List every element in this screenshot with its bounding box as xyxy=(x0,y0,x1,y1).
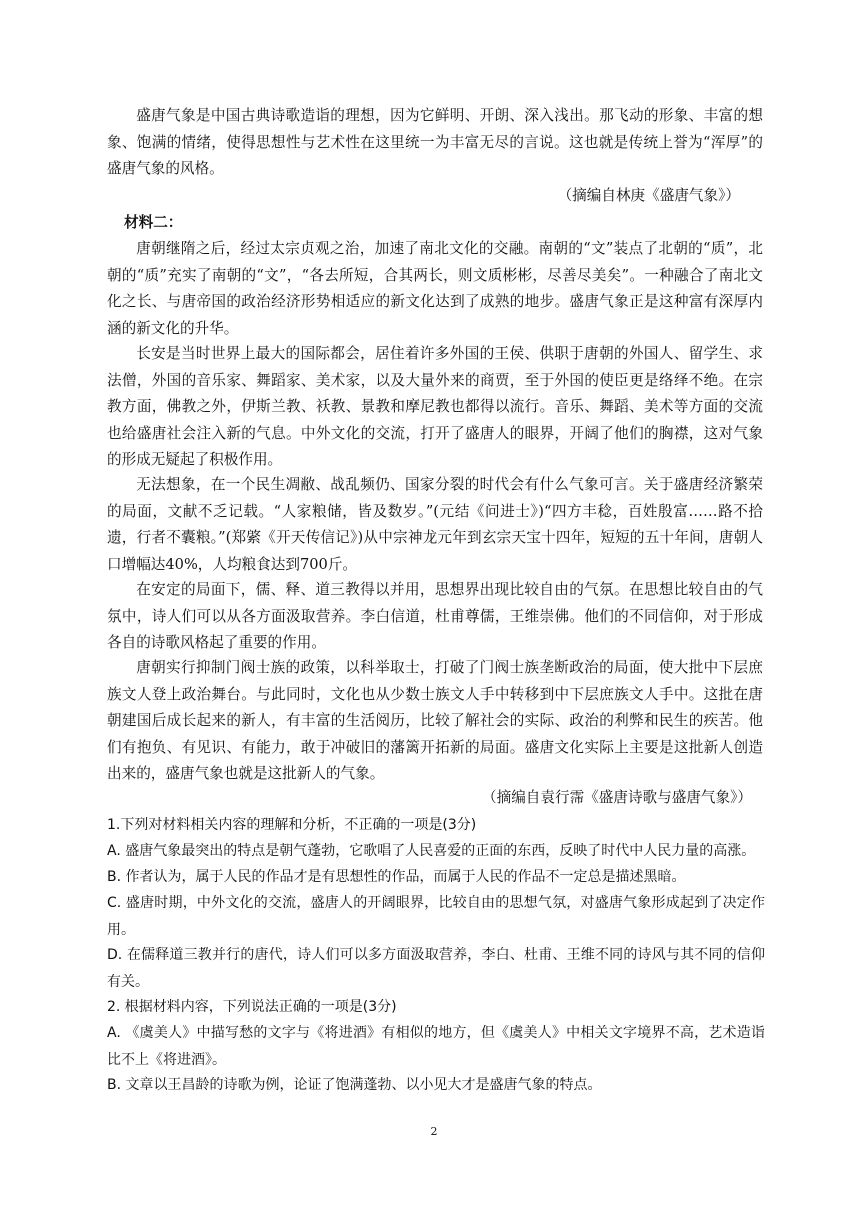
question-1-stem: 1.下列对材料相关内容的理解和分析，不正确的一项是(3分) xyxy=(107,817,477,833)
paragraph-material2-1: 唐朝继隋之后，经过太宗贞观之治，加速了南北文化的交融。南朝的“文”装点了北朝的“质”，北朝的“质”充实了南朝的“文”，“各去所短，合其两长，则文质彬彬，尽善尽美矣”。一种融合了南北文化之长、与唐帝国的政治经济形势相适应的新文化达到了成熟的地步。盛唐气象正是这种富有深厚内涵的新文化的升华。 xyxy=(107,240,763,337)
question-2-stem: 2. 根据材料内容，下列说法正确的一项是(3分) xyxy=(107,999,397,1015)
paragraph-material2-5: 唐朝实行抑制门阀士族的政策，以科举取士，打破了门阀士族垄断政治的局面，使大批中下层庶族文人登上政治舞台。与此同时，文化也从少数士族文人手中转移到中下层庶族文人手中。这批在唐朝建国后成长起来的新人，有丰富的生活阅历，比较了解社会的实际、政治的利弊和民生的疾苦。他们有抱负、有见识、有能力，敢于冲破旧的藩篱开拓新的局面。盛唐文化实际上主要是这批新人创造出来的，盛唐气象也就是这批新人的气象。 xyxy=(107,659,763,782)
page-number: 2 xyxy=(430,1125,438,1138)
question-1-option-a: A. 盛唐气象最突出的特点是朝气蓬勃，它歌唱了人民喜爱的正面的东西，反映了时代中人民力量的高涨。 xyxy=(107,843,756,859)
question-2-option-a: A. 《虞美人》中描写愁的文字与《将进酒》有相似的地方，但《虞美人》中相关文字境界不高，艺术造诣比不上《将进酒》。 xyxy=(107,1025,765,1068)
paragraph-material2-4: 在安定的局面下，儒、释、道三教得以并用，思想界出现比较自由的气氛。在思想比较自由的气氛中，诗人们可以从各方面汲取营养。李白信道，杜甫尊儒，王维崇佛。他们的不同信仰，对于形成各自的诗歌风格起了重要的作用。 xyxy=(107,581,763,651)
source-citation-1: （摘编自林庚《盛唐气象》） xyxy=(557,187,740,204)
question-2-option-b: B. 文章以王昌龄的诗歌为例，论证了饱满蓬勃、以小见大才是盛唐气象的特点。 xyxy=(107,1077,602,1093)
paragraph-intro: 盛唐气象是中国古典诗歌造诣的理想，因为它鲜明、开朗、深入浅出。那飞动的形象、丰富的想象、饱满的情绪，使得思想性与艺术性在这里统一为丰富无尽的言说。这也就是传统上誉为“浑厚”的盛唐气象的风格。 xyxy=(107,107,763,177)
question-1-option-b: B. 作者认为，属于人民的作品才是有思想性的作品，而属于人民的作品不一定总是描述黑暗。 xyxy=(107,869,686,885)
section-heading-material-2: 材料二： xyxy=(124,214,183,231)
paragraph-material2-2: 长安是当时世界上最大的国际都会，居住着许多外国的王侯、供职于唐朝的外国人、留学生、求法僧，外国的音乐家、舞蹈家、美术家，以及大量外来的商贾，至于外国的使臣更是络绎不绝。在宗教方面，佛教之外，伊斯兰教、袄教、景教和摩尼教也都得以流行。音乐、舞蹈、美术等方面的交流也给盛唐社会注入新的气息。中外文化的交流，打开了盛唐人的眼界，开阔了他们的胸襟，这对气象的形成无疑起了积极作用。 xyxy=(107,345,763,468)
source-citation-2: （摘编自袁行霈《盛唐诗歌与盛唐气象》） xyxy=(482,789,752,806)
question-1-option-c: C. 盛唐时期，中外文化的交流，盛唐人的开阔眼界，比较自由的思想气氛，对盛唐气象形成起到了决定作用。 xyxy=(107,895,765,938)
paragraph-material2-3: 无法想象，在一个民生凋敝、战乱频仍、国家分裂的时代会有什么气象可言。关于盛唐经济繁荣的局面，文献不乏记载。“人家粮储，皆及数岁。”(元结《问进士》)“四方丰稔，百姓殷富……路不拾遗，行者不囊粮。”(郑綮《开天传信记》)从中宗神龙元年到玄宗天宝十四年，短短的五十年间，唐朝人口增幅达40%，人均粮食达到700斤。 xyxy=(107,476,763,573)
question-1-option-d: D. 在儒释道三教并行的唐代，诗人们可以多方面汲取营养，李白、杜甫、王维不同的诗风与其不同的信仰有关。 xyxy=(107,947,765,990)
